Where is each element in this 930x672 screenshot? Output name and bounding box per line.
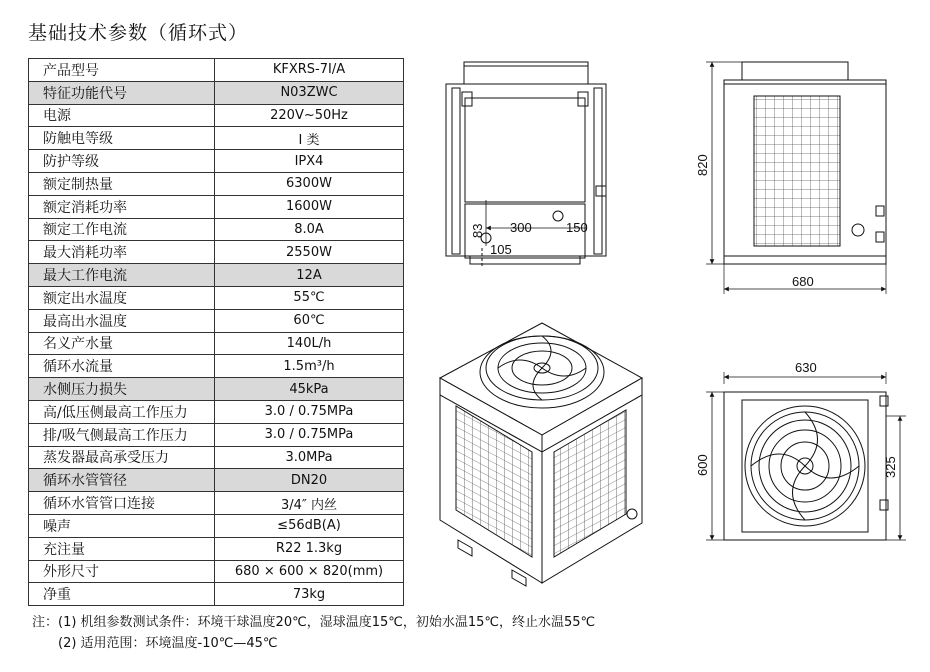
spec-label: 排/吸气侧最高工作压力 (29, 423, 215, 446)
spec-label: 特征功能代号 (29, 81, 215, 104)
top-view-drawing (706, 372, 906, 540)
spec-label: 防护等级 (29, 150, 215, 173)
spec-label: 水侧压力损失 (29, 378, 215, 401)
spec-label: 名义产水量 (29, 332, 215, 355)
dim-width: 680 (792, 274, 814, 289)
spec-value: N03ZWC (215, 81, 404, 104)
spec-label: 额定制热量 (29, 172, 215, 195)
spec-value: KFXRS-7I/A (215, 59, 404, 82)
dim-port-edge: 150 (566, 220, 588, 235)
dim-top-width: 630 (795, 360, 817, 375)
spec-value: 73kg (215, 583, 404, 606)
spec-value: 3.0 / 0.75MPa (215, 423, 404, 446)
spec-label: 净重 (29, 583, 215, 606)
spec-value: 55℃ (215, 286, 404, 309)
spec-label: 最高出水温度 (29, 309, 215, 332)
spec-value: 220V~50Hz (215, 104, 404, 127)
spec-value: 1600W (215, 195, 404, 218)
spec-value: 3/4″ 内丝 (215, 492, 404, 515)
spec-label: 蒸发器最高承受压力 (29, 446, 215, 469)
page-title: 基础技术参数（循环式） (28, 22, 249, 44)
spec-value: 3.0 / 0.75MPa (215, 400, 404, 423)
spec-value: 45kPa (215, 378, 404, 401)
spec-label: 噪声 (29, 514, 215, 537)
dim-port-spacing: 300 (510, 220, 532, 235)
spec-label: 充注量 (29, 537, 215, 560)
spec-label: 循环水管管口连接 (29, 492, 215, 515)
spec-label: 循环水流量 (29, 355, 215, 378)
spec-label: 高/低压侧最高工作压力 (29, 400, 215, 423)
spec-label: 额定出水温度 (29, 286, 215, 309)
spec-label: 循环水管管径 (29, 469, 215, 492)
spec-label: 最大工作电流 (29, 264, 215, 287)
note-1: 注：(1) 机组参数测试条件：环境干球温度20℃，湿球温度15℃，初始水温15℃，终止水温55℃ (32, 615, 596, 630)
side-view-drawing (706, 62, 886, 294)
spec-value: IPX4 (215, 150, 404, 173)
spec-value: 60℃ (215, 309, 404, 332)
dim-height: 820 (695, 154, 710, 176)
spec-label: 额定消耗功率 (29, 195, 215, 218)
dim-port-offset: 105 (490, 242, 512, 257)
spec-label: 最大消耗功率 (29, 241, 215, 264)
spec-label: 额定工作电流 (29, 218, 215, 241)
spec-value: ≤56dB(A) (215, 514, 404, 537)
spec-value: 6300W (215, 172, 404, 195)
spec-value: Ⅰ 类 (215, 127, 404, 150)
spec-value: 3.0MPa (215, 446, 404, 469)
spec-value: DN20 (215, 469, 404, 492)
spec-value: 12A (215, 264, 404, 287)
spec-value: 8.0A (215, 218, 404, 241)
spec-value: 1.5m³/h (215, 355, 404, 378)
note-2: (2) 适用范围：环境温度-10℃—45℃ (58, 636, 278, 651)
dim-fan-center: 325 (883, 456, 898, 478)
spec-label: 产品型号 (29, 59, 215, 82)
spec-value: R22 1.3kg (215, 537, 404, 560)
dim-depth: 600 (695, 454, 710, 476)
spec-value: 680 × 600 × 820(mm) (215, 560, 404, 583)
spec-value: 140L/h (215, 332, 404, 355)
spec-value: 2550W (215, 241, 404, 264)
spec-label: 防触电等级 (29, 127, 215, 150)
spec-label: 电源 (29, 104, 215, 127)
dim-port-height: 83 (470, 223, 485, 238)
spec-label: 外形尺寸 (29, 560, 215, 583)
isometric-view-drawing (440, 323, 642, 586)
